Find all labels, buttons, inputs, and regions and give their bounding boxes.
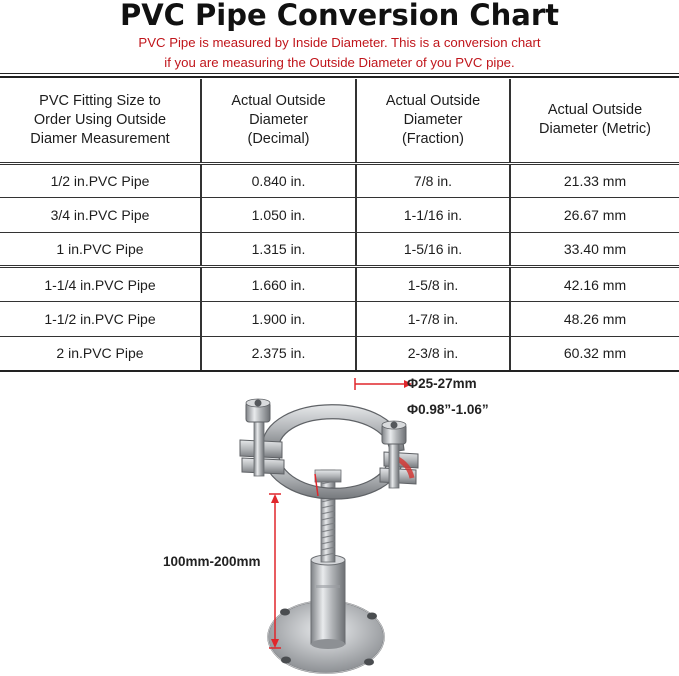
cell-decimal: 1.050 in. — [201, 198, 356, 233]
cell-decimal: 0.840 in. — [201, 163, 356, 198]
cell-size: 2 in.PVC Pipe — [0, 336, 201, 371]
top-rule-double — [0, 76, 679, 78]
subtitle-line-1: PVC Pipe is measured by Inside Diameter. This is a conversion chart — [138, 35, 541, 50]
cell-fraction: 1-7/8 in. — [356, 302, 510, 337]
cell-metric: 42.16 mm — [510, 267, 679, 302]
height-label: 100mm-200mm — [163, 554, 261, 569]
top-rule — [0, 73, 679, 74]
threaded-rod — [315, 470, 341, 562]
conversion-table — [0, 79, 679, 372]
cell-metric: 60.32 mm — [510, 336, 679, 371]
table-row — [0, 336, 679, 371]
cell-fraction: 2-3/8 in. — [356, 336, 510, 371]
table-header-row — [0, 79, 679, 163]
cell-metric: 48.26 mm — [510, 302, 679, 337]
cell-size: 1 in.PVC Pipe — [0, 232, 201, 267]
header-fraction: Actual Outside Diameter (Fraction) — [356, 79, 510, 163]
cell-fraction: 7/8 in. — [356, 163, 510, 198]
table-row — [0, 232, 679, 267]
support-tube — [311, 555, 345, 649]
cell-size: 3/4 in.PVC Pipe — [0, 198, 201, 233]
header-decimal: Actual Outside Diameter (Decimal) — [201, 79, 356, 163]
cell-metric: 33.40 mm — [510, 232, 679, 267]
cell-decimal: 1.900 in. — [201, 302, 356, 337]
cell-size: 1/2 in.PVC Pipe — [0, 163, 201, 198]
header-metric: Actual Outside Diameter (Metric) — [510, 79, 679, 163]
cell-size: 1-1/2 in.PVC Pipe — [0, 302, 201, 337]
subtitle-line-2: if you are measuring the Outside Diameter of you PVC pipe. — [164, 55, 515, 70]
cell-decimal: 2.375 in. — [201, 336, 356, 371]
cell-size: 1-1/4 in.PVC Pipe — [0, 267, 201, 302]
table-row — [0, 267, 679, 302]
page-title: PVC Pipe Conversion Chart — [119, 0, 560, 32]
table-row — [0, 198, 679, 233]
cell-fraction: 1-5/8 in. — [356, 267, 510, 302]
cell-decimal: 1.315 in. — [201, 232, 356, 267]
cell-fraction: 1-5/16 in. — [356, 232, 510, 267]
cell-metric: 26.67 mm — [510, 198, 679, 233]
cell-decimal: 1.660 in. — [201, 267, 356, 302]
cell-metric: 21.33 mm — [510, 163, 679, 198]
table-row — [0, 302, 679, 337]
table-row — [0, 163, 679, 198]
diameter-inch-label: Φ0.98”-1.06” — [407, 402, 489, 417]
header-fitting-size: PVC Fitting Size to Order Using Outside Diamer Measurement — [0, 79, 201, 163]
cell-fraction: 1-1/16 in. — [356, 198, 510, 233]
diameter-mm-label: Φ25-27mm — [407, 376, 477, 391]
diameter-marker — [355, 378, 412, 390]
pipe-clamp-photo — [0, 372, 679, 676]
